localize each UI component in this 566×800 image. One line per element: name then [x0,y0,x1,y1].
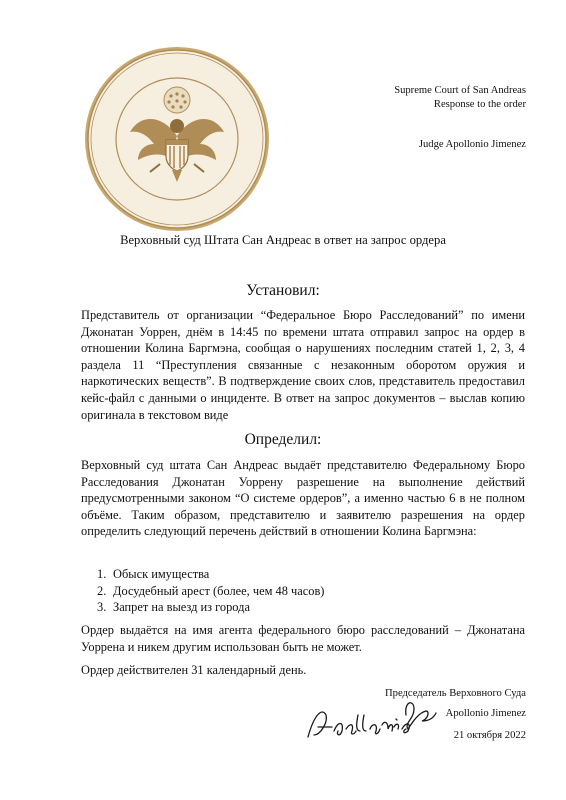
determined-paragraph: Верховный суд штата Сан Андреас выдаёт представителю Федеральному Бюро Расследования Джонатан Уоррену разрешение на выполнение действий предусмотренными законом “О системе ордеров”, а именно частью 6 в не полном объёме. Таким образом, представителю и заявителю разрешения на ордер определить следующий перечень действий в отношении Колина Баргмэна: [81,458,525,539]
actions-list [97,566,324,616]
list-item: 1. Обыск имущества [97,567,210,581]
signature-block [385,687,526,743]
signer-name: Apollonio Jimenez [445,708,526,719]
court-name: Supreme Court of San Andreas [394,85,526,96]
section-heading-established: Установил: [246,282,320,299]
judge-name: Judge Apollonio Jimenez [418,139,526,150]
document-type: Response to the order [433,99,526,110]
court-seal-icon [82,44,272,234]
signer-role: Председатель Верховного Суда [385,688,526,699]
validity-paragraph: Ордер действителен 31 календарный день. [81,663,307,677]
established-paragraph: Представитель от организации “Федеральное Бюро Расследований” по имени Джонатан Уоррен, днём в 14:45 по времени штата отправил запрос на ордер в отношении Колина Баргмэна, сообщая о нарушениях последним статей 1, 2, 3, 4 раздела 11 “Преступления связанные с незаконным оборотом оружия и наркотических веществ”. В подтверждение своих слов, представитель предоставил кейс-файл с данными о инциденте. В ответ на запрос документов – выслав копию оригинала в текстовом виде [81,308,525,422]
order-holder-paragraph: Ордер выдаётся на имя агента федерального бюро расследований – Джонатана Уоррена и никем другим использован быть не может. [81,623,525,654]
header-block [394,84,526,112]
list-item: 2. Досудебный арест (более, чем 48 часов) [97,583,325,598]
list-item: 3. Запрет на выезд из города [97,600,250,615]
section-heading-determined: Определил: [244,431,322,448]
document-title: Верховный суд Штата Сан Андреас в ответ на запрос ордера [120,233,446,247]
signature-date: 21 октября 2022 [453,730,526,741]
